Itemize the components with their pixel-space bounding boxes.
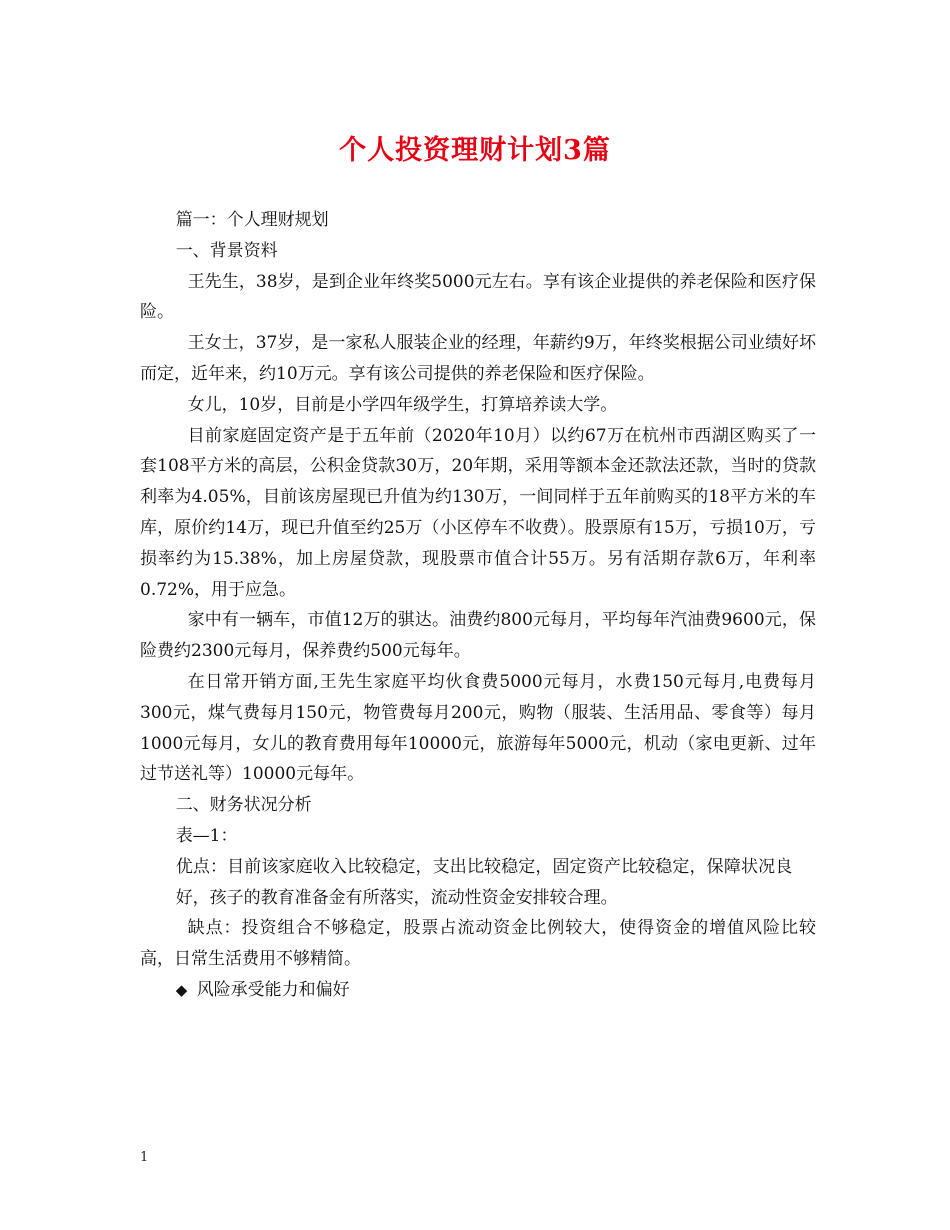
- paragraph-mr-wang: 王先生，38岁，是到企业年终奖5000元左右。享有该企业提供的养老保险和医疗保险。: [140, 271, 816, 323]
- section-heading-background: 一、背景资料: [175, 240, 278, 261]
- paragraph-fixed-assets: 目前家庭固定资产是于五年前（2020年10月）以约67万在杭州市西湖区购买了一套108平方米的高层，公积金贷款30万，20年期，采用等额本金还款法还款，当时的贷款利率为4.05%，目前该房屋现已升值为约130万，一间同样于五年前购买的18平方米的车库，原价约14万，现已升值至约25万（小区停车不收费）。股票原有15万，亏损10万，亏损率约为15.38%，加上房屋贷款，现股票市值合计55万。另有活期存款6万，年利率0.72%，用于应急。: [140, 425, 816, 600]
- document-title: 个人投资理财计划3篇: [339, 135, 611, 166]
- paragraph-ms-wang: 王女士，37岁，是一家私人服装企业的经理，年薪约9万，年终奖根据公司业绩好坏而定，近年来，约10万元。享有该公司提供的养老保险和医疗保险。: [140, 333, 816, 384]
- paragraph-disadvantages: 缺点：投资组合不够稳定，股票占流动资金比例较大，使得资金的增值风险比较高，日常生活费用不够精简。: [140, 918, 816, 970]
- page-number: 1: [140, 1150, 149, 1165]
- paragraph-daughter: 女儿，10岁，目前是小学四年级学生，打算培养读大学。: [187, 394, 618, 415]
- diamond-bullet-icon: ◆: [175, 980, 188, 999]
- section-heading-financial-analysis: 二、财务状况分析: [175, 795, 312, 816]
- bullet-risk-preference-text: 风险承受能力和偏好: [196, 979, 350, 1000]
- paragraph-advantages: 优点：目前该家庭收入比较稳定，支出比较稳定，固定资产比较稳定，保障状况良好，孩子的教育准备金有所落实，流动性资金安排较合理。: [175, 856, 793, 908]
- table-label: 表—1：: [175, 825, 238, 846]
- paragraph-daily-expenses: 在日常开销方面,王先生家庭平均伙食费5000元每月，水费150元每月,电费每月300元，煤气费每月150元，物管费每月200元，购物（服装、生活用品、零食等）每月1000元每月，女儿的教育费用每年10000元，旅游每年5000元，机动（家电更新、过年过节送礼等）10000元每年。: [140, 671, 816, 785]
- section-heading-part-one: 篇一：个人理财规划: [175, 210, 329, 230]
- paragraph-car: 家中有一辆车，市值12万的骐达。油费约800元每月，平均每年汽油费9600元，保险费约2300元每月，保养费约500元每年。: [140, 610, 816, 662]
- bullet-risk-preference: [140, 975, 816, 1006]
- document-body: [140, 205, 816, 1006]
